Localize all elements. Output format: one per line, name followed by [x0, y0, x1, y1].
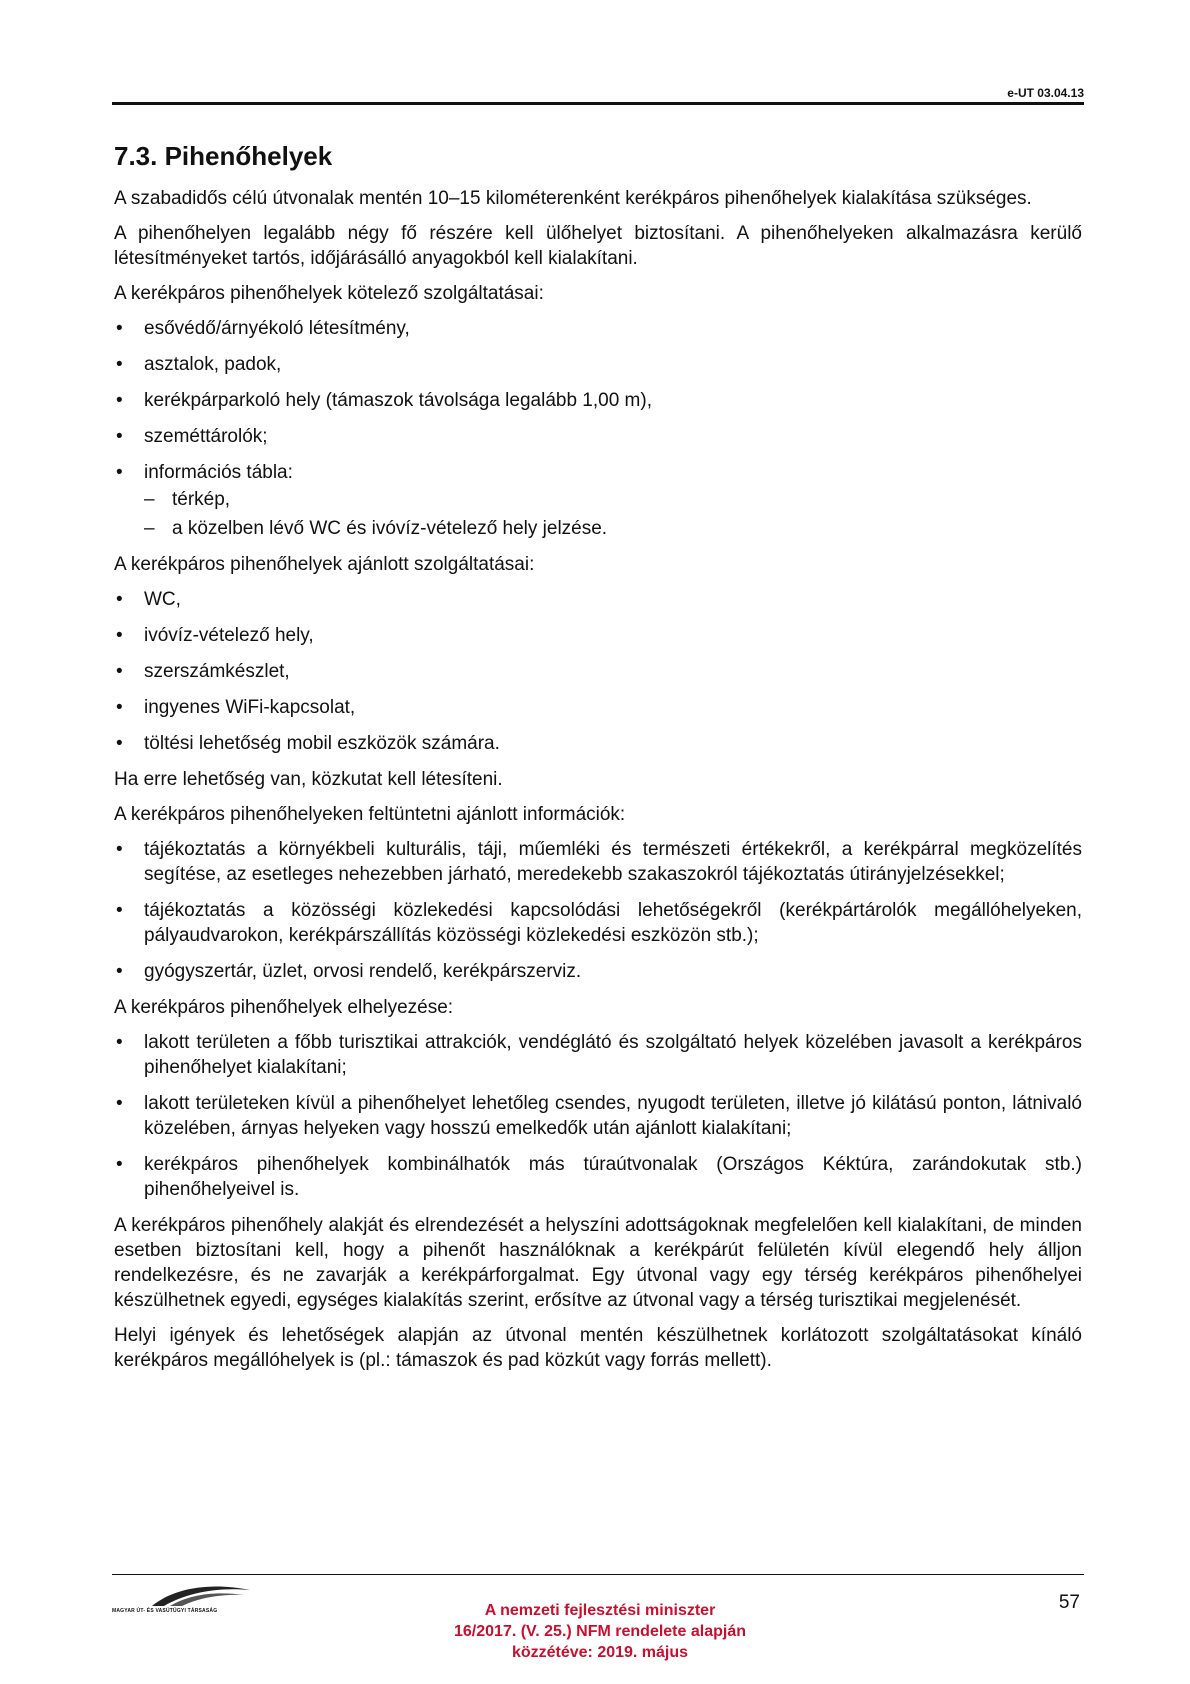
paragraph: A kerékpáros pihenőhelyek kötelező szolgáltatásai: — [114, 283, 544, 304]
list-item: • lakott területeken kívül a pihenőhelyet lehetőleg csendes, nyugodt területen, illetve jó kilátású ponton, látnivaló közelében, árnyas helyeken vagy hosszú emelkedők után ajánlott kialakítani; — [114, 1091, 1082, 1141]
paragraph: A kerékpáros pihenőhelyeken feltüntetni ajánlott információk: — [114, 804, 626, 825]
list-item: • kerékpárparkoló hely (támaszok távolsága legalább 1,00 m), — [114, 388, 1082, 413]
paragraph: A kerékpáros pihenőhelyek elhelyezése: — [114, 997, 454, 1018]
list-item: • szerszámkészlet, — [114, 659, 1082, 684]
paragraph: A szabadidős célú útvonalak mentén 10–15 kilométerenként kerékpáros pihenőhelyek kialakítása szükséges. — [114, 188, 1032, 209]
paragraph: A kerékpáros pihenőhely alakját és elrendezését a helyszíni adottságoknak megfelelően kell kialakítani, de minden esetben biztosítani kell, hogy a pihenőt használóknak a kerékpárút felületén kívül elegendő hely álljon rendelkezésre, és ne zavarják a kerékpárforgalmat. Egy útvonal vagy egy térség kerékpáros pihenőhelyei készülhetnek egyedi, egységes kialakítás szerint, erősítve az útvonal vagy a térség turisztikai megjelenését. — [114, 1215, 1082, 1311]
list-item-info-board — [114, 460, 1082, 541]
paragraph: Helyi igények és lehetőségek alapján az útvonal mentén készülhetnek korlátozott szolgáltatásokat kínáló kerékpáros megállóhelyek is (pl.: támaszok és pad közkút vagy forrás mellett). — [114, 1325, 1082, 1371]
document-code: e-UT 03.04.13 — [1007, 86, 1084, 100]
publication-note-line: közzétéve: 2019. május — [511, 1644, 689, 1661]
list-item: • tájékoztatás a környékbeli kulturális, táji, műemléki és természeti értékekről, a kerékpárral megközelítés segítése, az esetleges nehezebben járható, meredekebb szakaszokról tájékoztatás útirányjelzésekkel; — [114, 837, 1082, 887]
footer-rule — [112, 1574, 1084, 1575]
list-item: • ingyenes WiFi-kapcsolat, — [114, 695, 1082, 720]
list-item: • szeméttárolók; — [114, 424, 1082, 449]
list-item: • tájékoztatás a közösségi közlekedési kapcsolódási lehetőségekről (kerékpártárolók megállóhelyeken, pályaudvarokon, kerékpárszállítás közösségi közlekedési eszközön stb.); — [114, 898, 1082, 948]
paragraph: A pihenőhelyen legalább négy fő részére kell ülőhelyet biztosítani. A pihenőhelyeken alkalmazásra kerülő létesítményeket tartós, időjárásálló anyagokból kell kialakítani. — [114, 223, 1082, 269]
page-number: 57 — [1058, 1592, 1080, 1613]
information-list — [114, 837, 1082, 984]
list-item: • kerékpáros pihenőhelyek kombinálhatók más túraútvonalak (Országos Kéktúra, zarándokutak stb.) pihenőhelyeivel is. — [114, 1152, 1082, 1202]
placement-list — [114, 1030, 1082, 1202]
publication-note-line: A nemzeti fejlesztési miniszter — [484, 1602, 716, 1619]
paragraph: Ha erre lehetőség van, közkutat kell létesíteni. — [114, 769, 503, 790]
list-item: • ivóvíz-vételező hely, — [114, 623, 1082, 648]
road-swoosh-icon — [112, 1580, 262, 1608]
list-item: • esővédő/árnyékoló létesítmény, — [114, 316, 1082, 341]
publisher-logo — [112, 1580, 262, 1614]
section-title: 7.3. Pihenőhelyek — [114, 141, 333, 171]
list-item: • asztalok, padok, — [114, 352, 1082, 377]
info-board-sublist — [144, 487, 1082, 541]
header-rule — [112, 102, 1084, 105]
logo-text: MAGYAR ÚT- ÉS VASÚTÜGYI TÁRSASÁG — [112, 1608, 218, 1614]
list-item: • gyógyszertár, üzlet, orvosi rendelő, kerékpárszerviz. — [114, 959, 1082, 984]
list-item-label: információs tábla: — [144, 462, 293, 483]
publication-note-line: 16/2017. (V. 25.) NFM rendelete alapján — [454, 1623, 746, 1640]
publication-note — [360, 1600, 840, 1663]
list-item: • töltési lehetőség mobil eszközök számára. — [114, 731, 1082, 756]
page-content — [114, 140, 1082, 1383]
mandatory-services-list — [114, 316, 1082, 541]
sublist-item: – térkép, — [144, 487, 1082, 512]
recommended-services-list — [114, 587, 1082, 756]
sublist-item: – a közelben lévő WC és ivóvíz-vételező hely jelzése. — [144, 516, 1082, 541]
paragraph: A kerékpáros pihenőhelyek ajánlott szolgáltatásai: — [114, 554, 535, 575]
list-item: • lakott területen a főbb turisztikai attrakciók, vendéglátó és szolgáltató helyek közelében javasolt a kerékpáros pihenőhelyet kialakítani; — [114, 1030, 1082, 1080]
list-item: • WC, — [114, 587, 1082, 612]
